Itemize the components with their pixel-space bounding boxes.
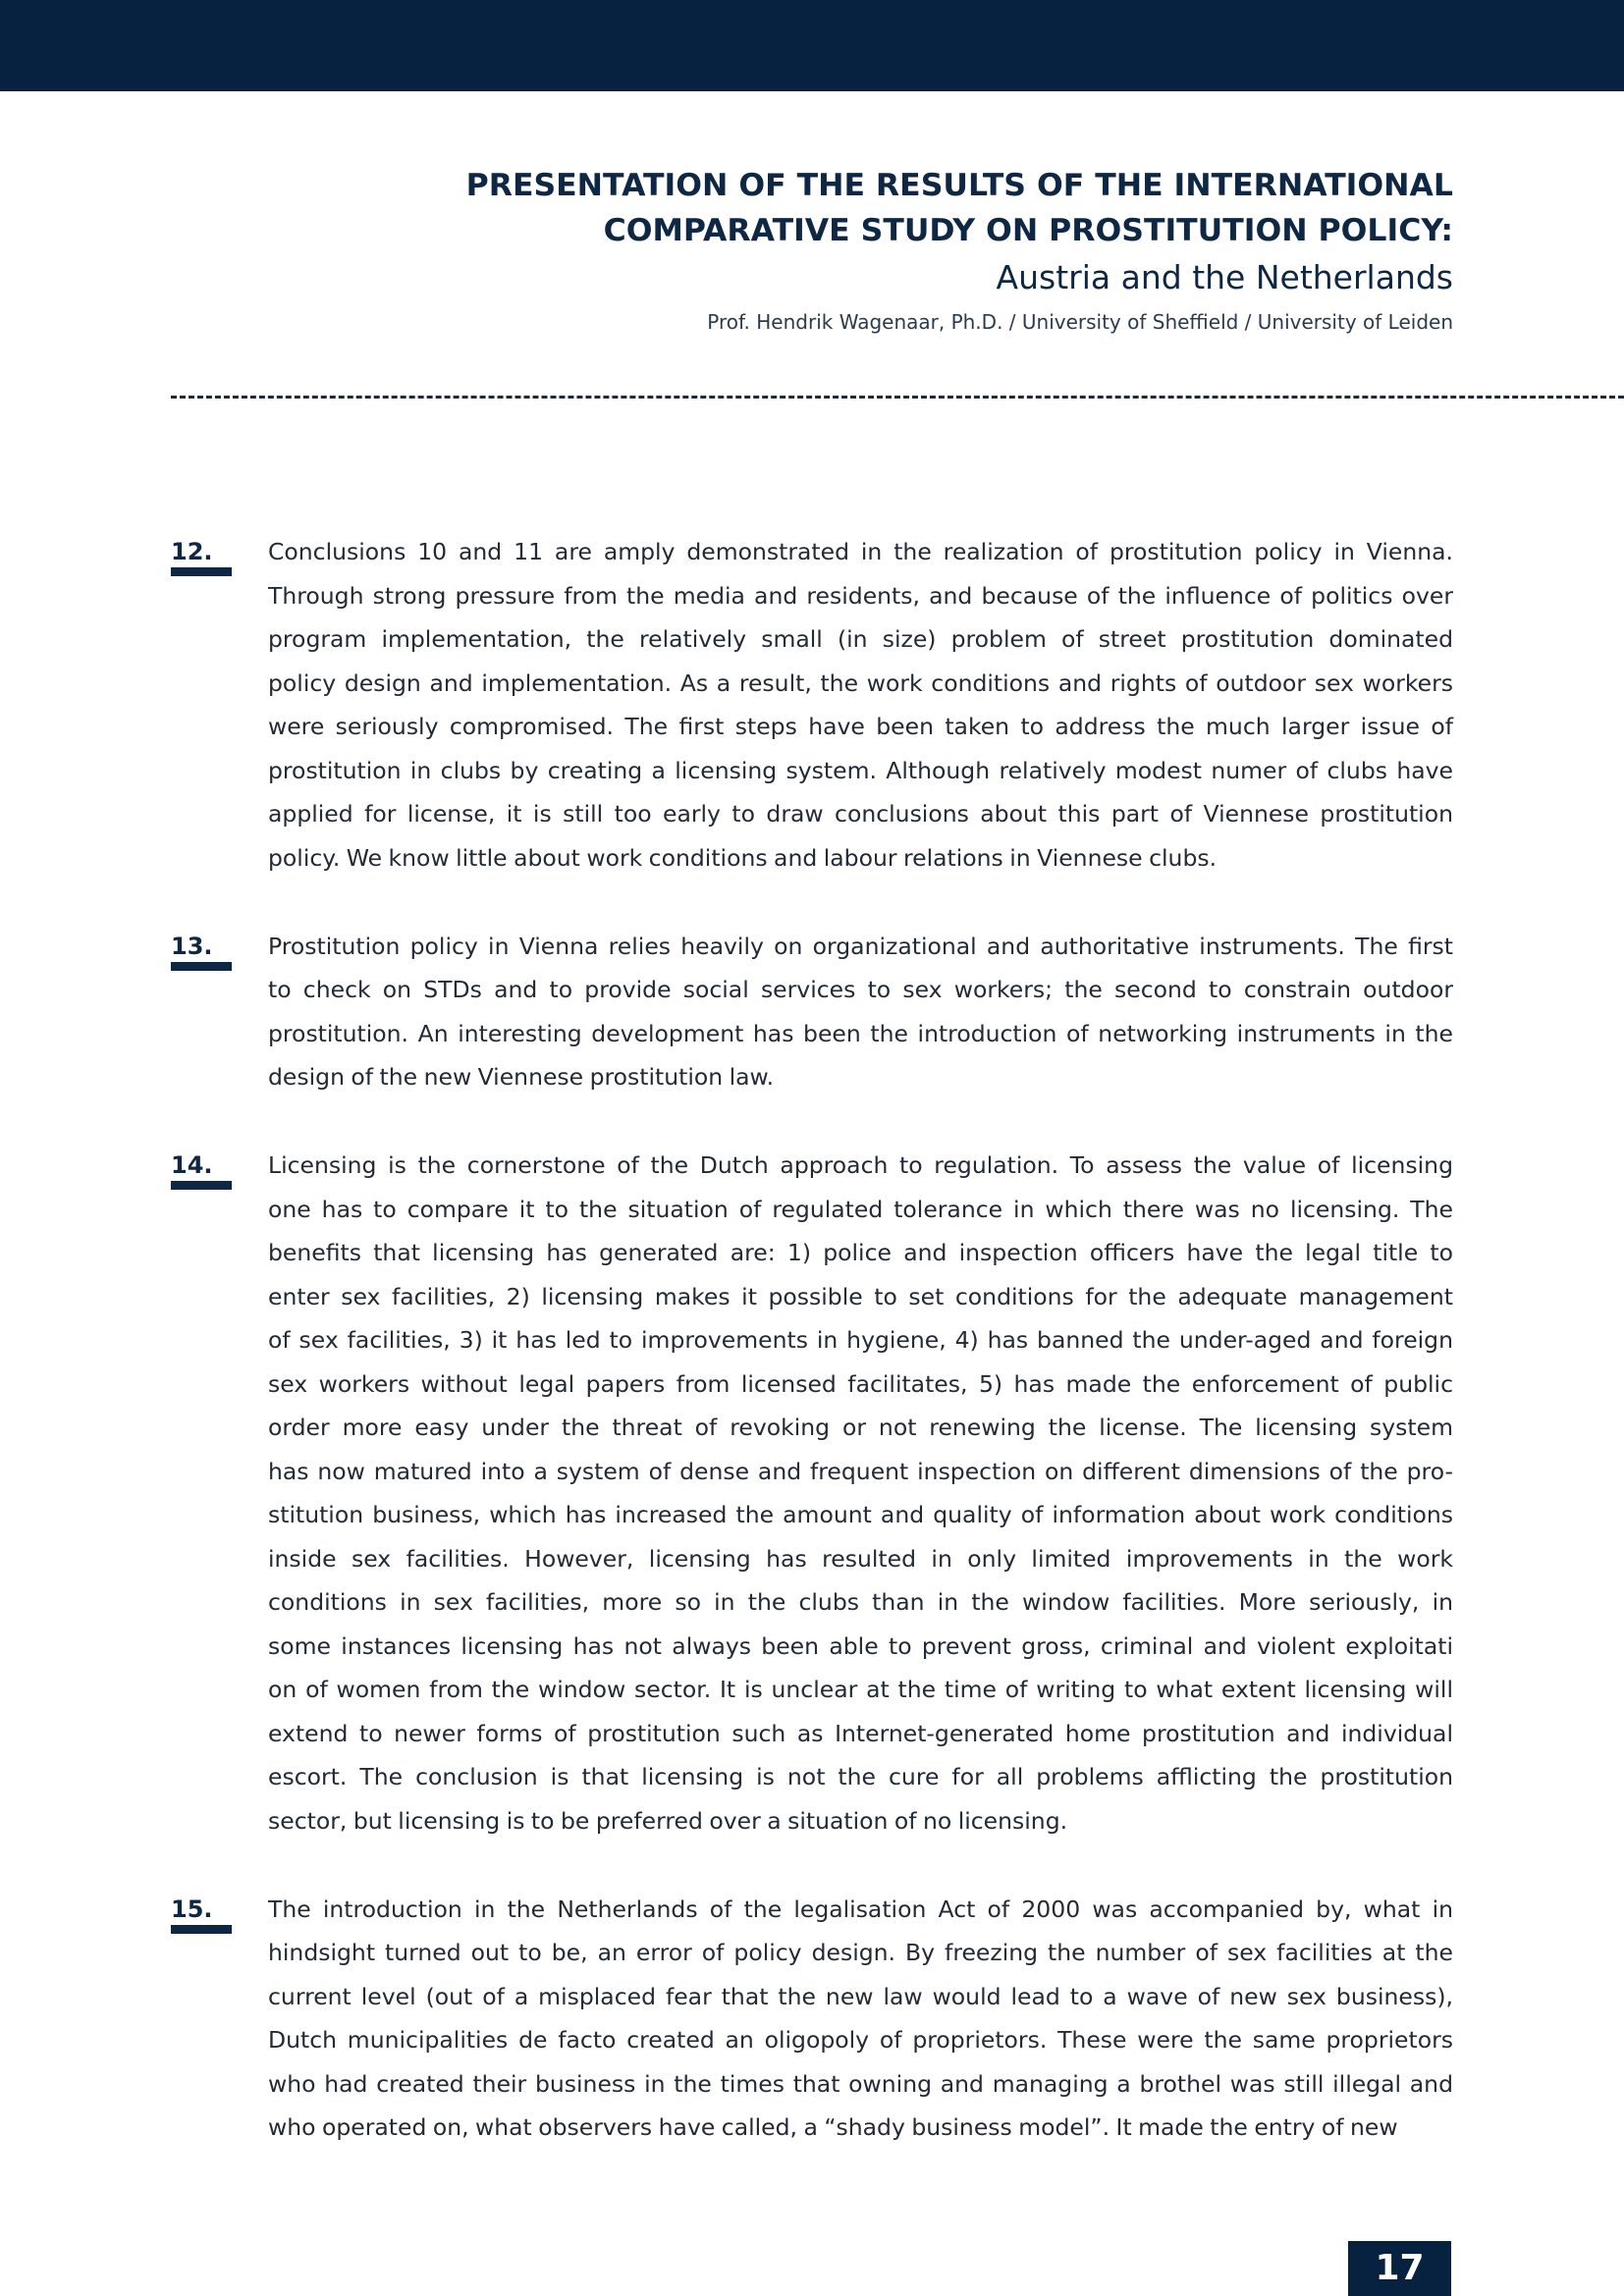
paragraph-line: Prostitution policy in Vienna relies heavily on organizational and authoritative instruments. The first xyxy=(268,932,1453,960)
item-paragraph xyxy=(268,1888,1453,2150)
paragraph-line: design of the new Viennese prostitution law. xyxy=(268,1063,775,1091)
paragraph-line: Licensing is the cornerstone of the Dutch approach to regulation. To assess the value of licensing xyxy=(268,1151,1453,1179)
paragraph-line: Conclusions 10 and 11 are amply demonstrated in the realization of prostitution policy in Vienna. xyxy=(268,538,1453,565)
paragraph-line: benefits that licensing has generated are: 1) police and inspection officers have the legal title to xyxy=(268,1239,1453,1266)
item-paragraph xyxy=(268,530,1453,880)
number-underline xyxy=(171,962,232,971)
conclusion-item-15 xyxy=(171,1888,1453,2150)
item-number: 14. xyxy=(171,1151,213,1179)
author-line: Prof. Hendrik Wagenaar, Ph.D. / University of Sheffield / University of Leiden xyxy=(707,310,1453,334)
paragraph-line: prostitution. An interesting development has been the introduction of networking instruments in the xyxy=(268,1019,1453,1047)
paragraph-line: The introduction in the Netherlands of the legalisation Act of 2000 was accompanied by, what in xyxy=(268,1895,1453,1923)
paragraph-line: one has to compare it to the situation of regulated tolerance in which there was no licensing. The xyxy=(268,1195,1453,1223)
item-number: 12. xyxy=(171,538,213,565)
numbered-conclusions xyxy=(171,530,1453,2194)
item-number: 13. xyxy=(171,932,213,960)
title-line-1: PRESENTATION OF THE RESULTS OF THE INTERNATIONAL xyxy=(465,168,1453,203)
number-underline xyxy=(171,1925,232,1934)
dashed-divider xyxy=(171,396,1624,399)
paragraph-line: order more easy under the threat of revoking or not renewing the license. The licensing system xyxy=(268,1414,1453,1441)
item-paragraph xyxy=(268,1144,1453,1842)
paragraph-line: policy design and implementation. As a result, the work conditions and rights of outdoor sex workers xyxy=(268,668,1453,697)
item-number: 15. xyxy=(171,1895,213,1923)
top-banner xyxy=(0,0,1624,91)
paragraph-line: inside sex facilities. However, licensing has resulted in only limited improvements in the work xyxy=(268,1544,1453,1573)
paragraph-line: policy. We know little about work conditions and labour relations in Viennese clubs. xyxy=(268,843,1218,872)
paragraph-line: to check on STDs and to provide social services to sex workers; the second to constrain outdoor xyxy=(268,976,1453,1003)
conclusion-item-12 xyxy=(171,530,1453,880)
paragraph-line: Through strong pressure from the media and residents, and because of the influence of politics over xyxy=(268,581,1453,610)
document-header xyxy=(295,163,1453,336)
title-line-2: COMPARATIVE STUDY ON PROSTITUTION POLICY: xyxy=(603,213,1453,248)
number-underline xyxy=(171,1181,232,1190)
subtitle: Austria and the Netherlands xyxy=(996,258,1453,296)
page-number: 17 xyxy=(1348,2241,1451,2296)
paragraph-line: escort. The conclusion is that licensing is not the cure for all problems afflicting the prostitution xyxy=(268,1763,1453,1790)
paragraph-line: some instances licensing has not always been able to prevent gross, criminal and violent exploitati xyxy=(268,1631,1453,1660)
item-paragraph xyxy=(268,925,1453,1099)
paragraph-line: current level (out of a misplaced fear that the new law would lead to a wave of new sex business), xyxy=(268,1982,1453,2010)
paragraph-line: were seriously compromised. The first steps have been taken to address the much larger issue of xyxy=(268,713,1453,740)
paragraph-line: program implementation, the relatively small (in size) problem of street prostitution dominated xyxy=(268,625,1453,653)
conclusion-item-13 xyxy=(171,925,1453,1099)
paragraph-line: conditions in sex facilities, more so in the clubs than in the window facilities. More seriously, in xyxy=(268,1588,1453,1616)
paragraph-line: sector, but licensing is to be preferred over a situation of no licensing. xyxy=(268,1806,1068,1835)
paragraph-line: has now matured into a system of dense and frequent inspection on different dimensions of the pro- xyxy=(268,1457,1453,1485)
paragraph-line: Dutch municipalities de facto created an oligopoly of proprietors. These were the same proprietors xyxy=(268,2026,1453,2054)
paragraph-line: who operated on, what observers have called, a “shady business model”. It made the entry of new xyxy=(268,2113,1398,2141)
paragraph-line: sex workers without legal papers from licensed facilitates, 5) has made the enforcement of public xyxy=(268,1369,1453,1398)
paragraph-line: prostitution in clubs by creating a licensing system. Although relatively modest numer of clubs have xyxy=(268,756,1453,784)
paragraph-line: extend to newer forms of prostitution such as Internet-generated home prostitution and individual xyxy=(268,1719,1453,1747)
paragraph-line: stitution business, which has increased the amount and quality of information about work conditions xyxy=(268,1501,1453,1528)
paragraph-line: hindsight turned out to be, an error of policy design. By freezing the number of sex facilities at the xyxy=(268,1939,1453,1966)
number-underline xyxy=(171,567,232,576)
paragraph-line: on of women from the window sector. It is unclear at the time of writing to what extent licensing will xyxy=(268,1676,1453,1703)
conclusion-item-14 xyxy=(171,1144,1453,1842)
paragraph-line: enter sex facilities, 2) licensing makes it possible to set conditions for the adequate management xyxy=(268,1282,1453,1310)
paragraph-line: of sex facilities, 3) it has led to improvements in hygiene, 4) has banned the under-aged and foreign xyxy=(268,1326,1453,1354)
paragraph-line: applied for license, it is still too early to draw conclusions about this part of Viennese prostitution xyxy=(268,800,1453,828)
paragraph-line: who had created their business in the times that owning and managing a brothel was still illegal and xyxy=(268,2069,1453,2098)
